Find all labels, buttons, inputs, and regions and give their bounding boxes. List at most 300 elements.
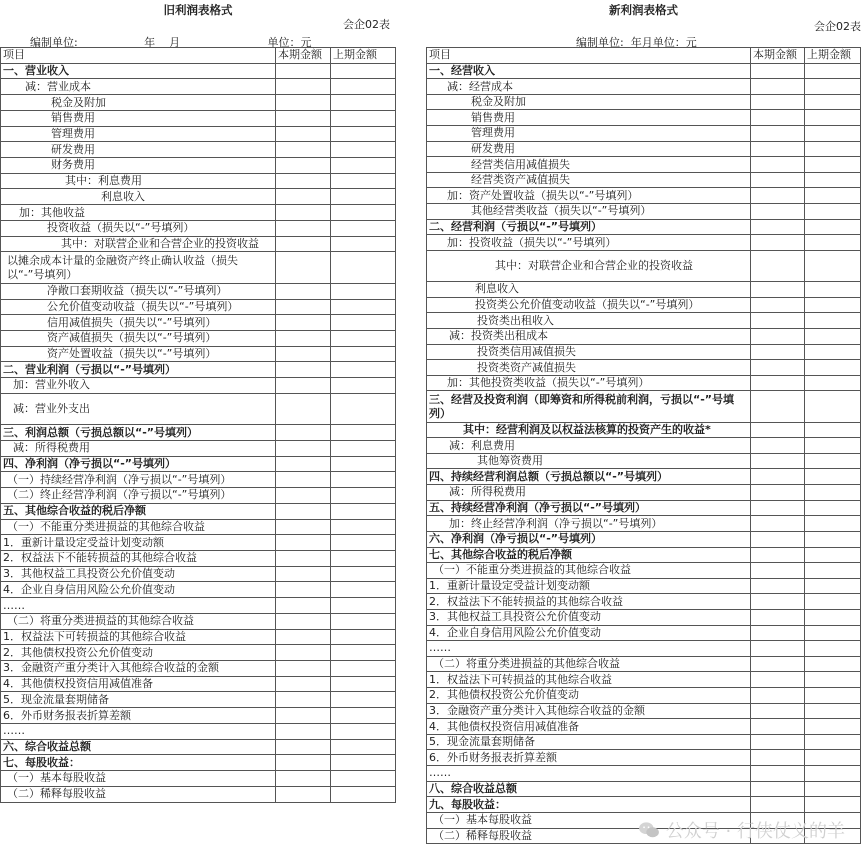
old-statement-title: 旧利润表格式: [163, 3, 233, 17]
line-item-label: ……: [1, 723, 276, 739]
table-row: [1, 566, 396, 582]
line-item-label: 减：利息费用: [427, 438, 751, 454]
line-item-label: 1．重新计量设定受益计划变动额: [1, 535, 276, 551]
current-amount-cell: [276, 299, 331, 315]
current-amount-cell: [276, 503, 331, 519]
prior-amount-cell: [805, 719, 861, 735]
table-row: [427, 625, 861, 641]
item-column-header: 项目: [1, 48, 276, 64]
current-amount-cell: [751, 157, 805, 173]
prior-amount-cell: [805, 94, 861, 110]
current-amount-cell: [276, 551, 331, 567]
prior-amount-cell: [805, 516, 861, 532]
line-item-label: 资产处置收益（损失以“-”号填列）: [1, 346, 276, 362]
current-amount-cell: [276, 771, 331, 787]
current-amount-cell: [751, 188, 805, 204]
line-item-label: 其他经营类收益（损失以“-”号填列）: [427, 204, 751, 220]
current-period-header: 本期金额: [751, 48, 805, 64]
prior-amount-cell: [331, 299, 396, 315]
table-row: [427, 688, 861, 704]
table-row: [1, 739, 396, 755]
table-row: [1, 252, 396, 283]
line-item-label: 三、利润总额（亏损总额以“-”号填列）: [1, 425, 276, 441]
prior-amount-cell: [331, 551, 396, 567]
prior-amount-cell: [331, 613, 396, 629]
table-row: [1, 220, 396, 236]
line-item-label: 2．权益法下不能转损益的其他综合收益: [427, 594, 751, 610]
table-row: [1, 786, 396, 802]
prior-amount-cell: [805, 172, 861, 188]
current-amount-cell: [751, 609, 805, 625]
current-period-header: 本期金额: [276, 48, 331, 64]
line-item-label: 投资类公允价值变动收益（损失以“-”号填列）: [427, 297, 751, 313]
table-row: [1, 173, 396, 189]
table-row: [1, 362, 396, 378]
table-row: [1, 205, 396, 221]
prior-amount-cell: [805, 563, 861, 579]
prior-amount-cell: [805, 157, 861, 173]
current-amount-cell: [276, 95, 331, 111]
table-row: [427, 563, 861, 579]
current-amount-cell: [751, 344, 805, 360]
prior-amount-cell: [331, 362, 396, 378]
table-row: [427, 766, 861, 782]
table-row: [427, 250, 861, 281]
prior-amount-cell: [805, 250, 861, 281]
current-amount-cell: [276, 535, 331, 551]
current-amount-cell: [276, 598, 331, 614]
prior-amount-cell: [805, 578, 861, 594]
table-header-row: [427, 48, 861, 64]
prior-amount-cell: [331, 252, 396, 283]
prior-amount-cell: [805, 797, 861, 813]
current-amount-cell: [276, 472, 331, 488]
table-row: [1, 189, 396, 205]
line-item-label: 四、净利润（净亏损以“-”号填列）: [1, 456, 276, 472]
current-amount-cell: [751, 719, 805, 735]
new-statement-table: [426, 47, 861, 844]
prior-amount-cell: [331, 393, 396, 424]
current-amount-cell: [751, 469, 805, 485]
prior-amount-cell: [805, 391, 861, 422]
table-row: [427, 641, 861, 657]
table-row: [427, 79, 861, 95]
preparer-unit-line: 编制单位: 年 月 单位：元: [30, 36, 312, 49]
line-item-label: ……: [1, 598, 276, 614]
current-amount-cell: [276, 661, 331, 677]
prior-amount-cell: [331, 189, 396, 205]
current-amount-cell: [751, 641, 805, 657]
prior-amount-cell: [805, 438, 861, 454]
table-row: [1, 598, 396, 614]
prior-amount-cell: [331, 95, 396, 111]
table-row: [427, 500, 861, 516]
table-row: [427, 656, 861, 672]
current-amount-cell: [751, 734, 805, 750]
line-item-label: 4．企业自身信用风险公允价值变动: [1, 582, 276, 598]
prior-amount-cell: [805, 781, 861, 797]
line-item-label: 4．企业自身信用风险公允价值变动: [427, 625, 751, 641]
table-row: [1, 425, 396, 441]
table-row: [427, 531, 861, 547]
line-item-label: 其他筹资费用: [427, 453, 751, 469]
prior-amount-cell: [805, 219, 861, 235]
current-amount-cell: [751, 656, 805, 672]
prior-amount-cell: [805, 750, 861, 766]
current-amount-cell: [751, 172, 805, 188]
prior-amount-cell: [805, 282, 861, 298]
line-item-label: （二）稀释每股收益: [1, 786, 276, 802]
current-amount-cell: [276, 692, 331, 708]
table-row: [427, 797, 861, 813]
line-item-label: 其中：对联营企业和合营企业的投资收益: [427, 250, 751, 281]
prior-amount-cell: [331, 488, 396, 504]
table-row: [427, 328, 861, 344]
current-amount-cell: [276, 755, 331, 771]
prior-amount-cell: [805, 313, 861, 329]
prior-amount-cell: [331, 63, 396, 79]
line-item-label: 其中：经营利润及以权益法核算的投资产生的收益*: [427, 422, 751, 438]
table-row: [427, 219, 861, 235]
line-item-label: 其中：对联营企业和合营企业的投资收益: [1, 236, 276, 252]
line-item-label: 一、经营收入: [427, 63, 751, 79]
line-item-label: 加：终止经营净利润（净亏损以“-”号填列）: [427, 516, 751, 532]
line-item-label: 1．权益法下可转损益的其他综合收益: [1, 629, 276, 645]
current-amount-cell: [276, 739, 331, 755]
prior-amount-cell: [331, 755, 396, 771]
table-row: [427, 157, 861, 173]
current-amount-cell: [276, 205, 331, 221]
line-item-label: 3．其他权益工具投资公允价值变动: [427, 609, 751, 625]
current-amount-cell: [751, 313, 805, 329]
prior-amount-cell: [805, 703, 861, 719]
table-row: [1, 503, 396, 519]
line-item-label: 经营类信用减值损失: [427, 157, 751, 173]
current-amount-cell: [751, 126, 805, 142]
line-item-label: 加：其他收益: [1, 205, 276, 221]
table-row: [1, 63, 396, 79]
line-item-label: 研发费用: [427, 141, 751, 157]
table-row: [1, 299, 396, 315]
prior-amount-cell: [331, 472, 396, 488]
current-amount-cell: [276, 346, 331, 362]
current-amount-cell: [751, 63, 805, 79]
line-item-label: 减：经营成本: [427, 79, 751, 95]
current-amount-cell: [276, 456, 331, 472]
prior-amount-cell: [805, 422, 861, 438]
line-item-label: 四、持续经营利润总额（亏损总额以“-”号填列）: [427, 469, 751, 485]
line-item-label: 投资收益（损失以“-”号填列）: [1, 220, 276, 236]
table-row: [1, 613, 396, 629]
prior-amount-cell: [331, 378, 396, 394]
table-row: [1, 315, 396, 331]
table-row: [1, 440, 396, 456]
prior-amount-cell: [331, 661, 396, 677]
line-item-label: 利息收入: [427, 282, 751, 298]
line-item-label: 1．权益法下可转损益的其他综合收益: [427, 672, 751, 688]
prior-amount-cell: [331, 566, 396, 582]
prior-amount-cell: [331, 723, 396, 739]
table-row: [1, 330, 396, 346]
line-item-label: 二、营业利润（亏损以“-”号填列）: [1, 362, 276, 378]
current-amount-cell: [751, 297, 805, 313]
line-item-label: 销售费用: [1, 110, 276, 126]
line-item-label: （一）基本每股收益: [1, 771, 276, 787]
prior-amount-cell: [331, 158, 396, 174]
current-amount-cell: [751, 204, 805, 220]
line-item-label: 2．其他债权投资公允价值变动: [427, 688, 751, 704]
line-item-label: 减：所得税费用: [427, 485, 751, 501]
current-amount-cell: [751, 547, 805, 563]
table-row: [1, 771, 396, 787]
old-statement-table: [0, 47, 396, 803]
current-amount-cell: [276, 158, 331, 174]
current-amount-cell: [751, 94, 805, 110]
prior-amount-cell: [331, 283, 396, 299]
current-amount-cell: [751, 375, 805, 391]
table-row: [427, 344, 861, 360]
current-amount-cell: [276, 378, 331, 394]
current-amount-cell: [276, 629, 331, 645]
table-row: [1, 692, 396, 708]
current-amount-cell: [751, 750, 805, 766]
line-item-label: 1．重新计量设定受益计划变动额: [427, 578, 751, 594]
table-row: [427, 110, 861, 126]
table-row: [427, 719, 861, 735]
line-item-label: 研发费用: [1, 142, 276, 158]
table-row: [427, 672, 861, 688]
table-row: [1, 126, 396, 142]
current-amount-cell: [751, 594, 805, 610]
prior-amount-cell: [805, 328, 861, 344]
prior-amount-cell: [331, 676, 396, 692]
prior-amount-cell: [331, 220, 396, 236]
line-item-label: ……: [427, 766, 751, 782]
line-item-label: 投资类出租收入: [427, 313, 751, 329]
prior-amount-cell: [331, 126, 396, 142]
current-amount-cell: [751, 797, 805, 813]
current-amount-cell: [276, 582, 331, 598]
line-item-label: 六、综合收益总额: [1, 739, 276, 755]
current-amount-cell: [751, 531, 805, 547]
line-item-label: 销售费用: [427, 110, 751, 126]
current-amount-cell: [751, 422, 805, 438]
prior-amount-cell: [331, 79, 396, 95]
prior-amount-cell: [805, 672, 861, 688]
line-item-label: （一）不能重分类进损益的其他综合收益: [427, 563, 751, 579]
prior-amount-cell: [331, 236, 396, 252]
current-amount-cell: [751, 563, 805, 579]
line-item-label: 加：营业外收入: [1, 378, 276, 394]
line-item-label: 经营类资产减值损失: [427, 172, 751, 188]
line-item-label: 二、经营利润（亏损以“-”号填列）: [427, 219, 751, 235]
prior-period-header: 上期金额: [805, 48, 861, 64]
line-item-label: 6．外币财务报表折算差额: [1, 708, 276, 724]
prior-amount-cell: [331, 456, 396, 472]
prior-amount-cell: [805, 469, 861, 485]
table-row: [1, 519, 396, 535]
current-amount-cell: [276, 189, 331, 205]
line-item-label: 其中：利息费用: [1, 173, 276, 189]
line-item-label: 财务费用: [1, 158, 276, 174]
current-amount-cell: [751, 328, 805, 344]
table-row: [427, 313, 861, 329]
table-row: [427, 282, 861, 298]
current-amount-cell: [276, 63, 331, 79]
current-amount-cell: [276, 315, 331, 331]
current-amount-cell: [751, 235, 805, 251]
current-amount-cell: [276, 519, 331, 535]
prior-amount-cell: [805, 79, 861, 95]
line-item-label: 加：其他投资类收益（损失以“-”号填列）: [427, 375, 751, 391]
table-row: [427, 469, 861, 485]
line-item-label: 加：资产处置收益（损失以“-”号填列）: [427, 188, 751, 204]
line-item-label: 5．现金流量套期储备: [1, 692, 276, 708]
table-row: [1, 676, 396, 692]
current-amount-cell: [276, 236, 331, 252]
prior-amount-cell: [331, 786, 396, 802]
current-amount-cell: [276, 566, 331, 582]
current-amount-cell: [751, 500, 805, 516]
preparer-unit-line: 编制单位: 年月单位：元: [576, 36, 697, 49]
current-amount-cell: [751, 672, 805, 688]
table-row: [427, 578, 861, 594]
table-row: [427, 63, 861, 79]
current-amount-cell: [751, 438, 805, 454]
prior-amount-cell: [331, 598, 396, 614]
prior-amount-cell: [805, 531, 861, 547]
current-amount-cell: [276, 126, 331, 142]
line-item-label: 六、净利润（净亏损以“-”号填列）: [427, 531, 751, 547]
current-amount-cell: [751, 485, 805, 501]
line-item-label: 2．权益法下不能转损益的其他综合收益: [1, 551, 276, 567]
table-row: [427, 781, 861, 797]
prior-amount-cell: [805, 141, 861, 157]
line-item-label: 6．外币财务报表折算差额: [427, 750, 751, 766]
line-item-label: 八、综合收益总额: [427, 781, 751, 797]
prior-amount-cell: [805, 485, 861, 501]
table-row: [427, 94, 861, 110]
table-row: [1, 535, 396, 551]
current-amount-cell: [751, 219, 805, 235]
prior-amount-cell: [805, 297, 861, 313]
prior-amount-cell: [331, 645, 396, 661]
table-row: [1, 723, 396, 739]
current-amount-cell: [751, 766, 805, 782]
current-amount-cell: [751, 578, 805, 594]
prior-amount-cell: [805, 188, 861, 204]
line-item-label: （一）基本每股收益: [427, 812, 751, 828]
prior-amount-cell: [805, 641, 861, 657]
table-row: [427, 594, 861, 610]
prior-amount-cell: [331, 629, 396, 645]
table-row: [427, 188, 861, 204]
line-item-label: 3．其他权益工具投资公允价值变动: [1, 566, 276, 582]
line-item-label: 4．其他债权投资信用减值准备: [1, 676, 276, 692]
line-item-label: 信用减值损失（损失以“-”号填列）: [1, 315, 276, 331]
prior-amount-cell: [805, 360, 861, 376]
line-item-label: 公允价值变动收益（损失以“-”号填列）: [1, 299, 276, 315]
form-code: 会企02表: [343, 18, 390, 31]
current-amount-cell: [276, 708, 331, 724]
current-amount-cell: [276, 110, 331, 126]
table-row: [1, 488, 396, 504]
form-code: 会企02表: [814, 20, 861, 33]
prior-amount-cell: [805, 375, 861, 391]
current-amount-cell: [276, 440, 331, 456]
prior-amount-cell: [331, 503, 396, 519]
line-item-label: 5．现金流量套期储备: [427, 734, 751, 750]
current-amount-cell: [276, 676, 331, 692]
line-item-label: 五、持续经营净利润（净亏损以“-”号填列）: [427, 500, 751, 516]
current-amount-cell: [751, 141, 805, 157]
line-item-label: 利息收入: [1, 189, 276, 205]
prior-period-header: 上期金额: [331, 48, 396, 64]
current-amount-cell: [751, 250, 805, 281]
prior-amount-cell: [805, 609, 861, 625]
table-row: [1, 393, 396, 424]
line-item-label: 净敞口套期收益（损失以“-”号填列）: [1, 283, 276, 299]
prior-amount-cell: [331, 205, 396, 221]
current-amount-cell: [751, 79, 805, 95]
line-item-label: 七、其他综合收益的税后净额: [427, 547, 751, 563]
table-row: [427, 547, 861, 563]
current-amount-cell: [276, 173, 331, 189]
current-amount-cell: [751, 110, 805, 126]
current-amount-cell: [751, 781, 805, 797]
table-row: [427, 235, 861, 251]
item-column-header: 项目: [427, 48, 751, 64]
watermark: [638, 817, 845, 843]
table-row: [1, 708, 396, 724]
prior-amount-cell: [805, 453, 861, 469]
current-amount-cell: [276, 723, 331, 739]
line-item-label: 一、营业收入: [1, 63, 276, 79]
table-row: [1, 472, 396, 488]
line-item-label: ……: [427, 641, 751, 657]
line-item-label: 减：营业成本: [1, 79, 276, 95]
table-row: [1, 142, 396, 158]
prior-amount-cell: [805, 766, 861, 782]
table-row: [1, 755, 396, 771]
prior-amount-cell: [331, 739, 396, 755]
current-amount-cell: [751, 516, 805, 532]
current-amount-cell: [751, 391, 805, 422]
table-row: [1, 551, 396, 567]
prior-amount-cell: [805, 547, 861, 563]
prior-amount-cell: [331, 519, 396, 535]
prior-amount-cell: [331, 440, 396, 456]
prior-amount-cell: [331, 708, 396, 724]
current-amount-cell: [276, 79, 331, 95]
line-item-label: 2．其他债权投资公允价值变动: [1, 645, 276, 661]
table-row: [427, 516, 861, 532]
prior-amount-cell: [331, 173, 396, 189]
table-row: [1, 629, 396, 645]
line-item-label: （二）终止经营净利润（净亏损以“-”号填列）: [1, 488, 276, 504]
prior-amount-cell: [805, 63, 861, 79]
table-row: [427, 422, 861, 438]
table-row: [427, 734, 861, 750]
prior-amount-cell: [331, 330, 396, 346]
table-row: [1, 158, 396, 174]
current-amount-cell: [276, 645, 331, 661]
table-row: [1, 79, 396, 95]
current-amount-cell: [276, 252, 331, 283]
current-amount-cell: [751, 282, 805, 298]
line-item-label: 3．金融资产重分类计入其他综合收益的金额: [427, 703, 751, 719]
line-item-label: 五、其他综合收益的税后净额: [1, 503, 276, 519]
